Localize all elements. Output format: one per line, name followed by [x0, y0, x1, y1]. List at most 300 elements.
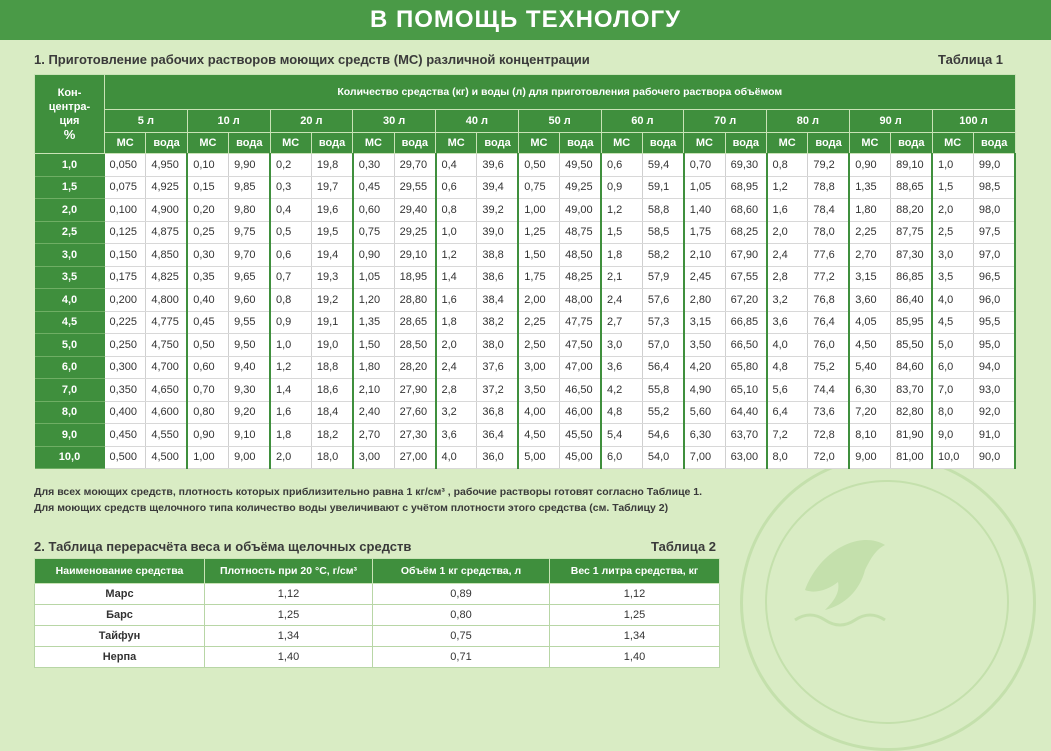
water-cell: 76,4	[808, 311, 849, 334]
table-row	[35, 289, 1016, 312]
water-cell: 19,5	[311, 221, 352, 244]
water-cell: 87,75	[891, 221, 932, 244]
ms-cell: 2,5	[932, 221, 973, 244]
water-cell: 38,2	[477, 311, 518, 334]
water-subheader: вода	[642, 133, 683, 154]
ms-cell: 7,20	[849, 401, 890, 424]
table-row	[35, 199, 1016, 222]
ms-cell: 1,50	[353, 334, 394, 357]
concentration-cell: 3,5	[35, 266, 105, 289]
table-row	[35, 334, 1016, 357]
water-subheader: вода	[394, 133, 435, 154]
ms-cell: 3,0	[932, 244, 973, 267]
water-cell: 98,5	[973, 176, 1015, 199]
ms-cell: 0,500	[105, 446, 146, 469]
water-cell: 27,30	[394, 424, 435, 447]
ms-cell: 0,75	[353, 221, 394, 244]
ms-cell: 1,8	[601, 244, 642, 267]
water-cell: 18,6	[311, 379, 352, 402]
ms-cell: 0,70	[684, 154, 725, 177]
ms-cell: 3,6	[767, 311, 808, 334]
ms-subheader: МС	[684, 133, 725, 154]
ms-cell: 3,50	[518, 379, 559, 402]
ms-cell: 0,40	[187, 289, 228, 312]
value-cell: 1,25	[205, 605, 373, 626]
water-cell: 92,0	[973, 401, 1015, 424]
table-row	[35, 266, 1016, 289]
concentration-cell: 8,0	[35, 401, 105, 424]
ms-cell: 0,75	[518, 176, 559, 199]
water-cell: 38,0	[477, 334, 518, 357]
ms-cell: 5,4	[601, 424, 642, 447]
table-row	[35, 401, 1016, 424]
water-cell: 79,2	[808, 154, 849, 177]
water-cell: 72,8	[808, 424, 849, 447]
water-cell: 29,55	[394, 176, 435, 199]
water-cell: 88,20	[891, 199, 932, 222]
section1-title: 1. Приготовление рабочих растворов моющих средств (МС) различной концентрации	[34, 52, 590, 67]
page-banner: В ПОМОЩЬ ТЕХНОЛОГУ	[0, 0, 1051, 40]
water-cell: 78,8	[808, 176, 849, 199]
ms-cell: 0,9	[270, 311, 311, 334]
water-cell: 28,20	[394, 356, 435, 379]
water-subheader: вода	[973, 133, 1015, 154]
ms-cell: 2,10	[353, 379, 394, 402]
ms-cell: 0,25	[187, 221, 228, 244]
value-cell: 1,34	[205, 626, 373, 647]
ms-cell: 8,10	[849, 424, 890, 447]
concentration-cell: 4,0	[35, 289, 105, 312]
water-cell: 49,50	[560, 154, 601, 177]
water-cell: 66,85	[725, 311, 766, 334]
ms-cell: 4,20	[684, 356, 725, 379]
ms-cell: 0,20	[187, 199, 228, 222]
water-subheader: вода	[146, 133, 187, 154]
water-cell: 19,4	[311, 244, 352, 267]
ms-subheader: МС	[518, 133, 559, 154]
water-subheader: вода	[229, 133, 270, 154]
ms-subheader: МС	[601, 133, 642, 154]
ms-subheader: МС	[187, 133, 228, 154]
water-cell: 27,60	[394, 401, 435, 424]
ms-cell: 2,80	[684, 289, 725, 312]
table-row	[35, 311, 1016, 334]
water-cell: 57,6	[642, 289, 683, 312]
water-cell: 37,6	[477, 356, 518, 379]
water-cell: 76,0	[808, 334, 849, 357]
ms-cell: 0,45	[187, 311, 228, 334]
water-cell: 36,8	[477, 401, 518, 424]
ms-cell: 5,60	[684, 401, 725, 424]
value-cell: 1,12	[550, 584, 720, 605]
water-cell: 66,50	[725, 334, 766, 357]
ms-cell: 3,6	[601, 356, 642, 379]
water-cell: 55,8	[642, 379, 683, 402]
water-cell: 49,25	[560, 176, 601, 199]
concentration-cell: 2,0	[35, 199, 105, 222]
water-subheader: вода	[725, 133, 766, 154]
concentration-cell: 3,0	[35, 244, 105, 267]
water-cell: 38,4	[477, 289, 518, 312]
water-cell: 78,0	[808, 221, 849, 244]
ms-cell: 4,8	[601, 401, 642, 424]
ms-cell: 2,4	[601, 289, 642, 312]
water-cell: 39,0	[477, 221, 518, 244]
ms-cell: 1,4	[270, 379, 311, 402]
ms-cell: 2,40	[353, 401, 394, 424]
water-cell: 76,8	[808, 289, 849, 312]
ms-cell: 0,225	[105, 311, 146, 334]
ms-cell: 0,100	[105, 199, 146, 222]
ms-subheader: МС	[105, 133, 146, 154]
water-cell: 46,50	[560, 379, 601, 402]
water-cell: 27,90	[394, 379, 435, 402]
ms-cell: 0,6	[270, 244, 311, 267]
ms-cell: 1,80	[849, 199, 890, 222]
water-cell: 19,1	[311, 311, 352, 334]
volume-header: 50 л	[518, 110, 601, 133]
water-cell: 4,775	[146, 311, 187, 334]
water-cell: 29,40	[394, 199, 435, 222]
dilution-table	[34, 74, 1016, 469]
ms-cell: 0,50	[187, 334, 228, 357]
ms-cell: 2,0	[767, 221, 808, 244]
ms-subheader: МС	[767, 133, 808, 154]
water-cell: 4,850	[146, 244, 187, 267]
ms-cell: 1,05	[353, 266, 394, 289]
water-cell: 29,25	[394, 221, 435, 244]
ms-cell: 1,6	[436, 289, 477, 312]
ms-cell: 1,00	[518, 199, 559, 222]
ms-cell: 1,00	[187, 446, 228, 469]
ms-cell: 7,2	[767, 424, 808, 447]
ms-cell: 2,45	[684, 266, 725, 289]
water-cell: 91,0	[973, 424, 1015, 447]
table2-header: Объём 1 кг средства, л	[373, 559, 550, 584]
ms-cell: 0,3	[270, 176, 311, 199]
water-cell: 81,00	[891, 446, 932, 469]
water-cell: 9,00	[229, 446, 270, 469]
water-cell: 68,95	[725, 176, 766, 199]
water-cell: 83,70	[891, 379, 932, 402]
ms-cell: 0,70	[187, 379, 228, 402]
water-cell: 58,5	[642, 221, 683, 244]
water-cell: 9,20	[229, 401, 270, 424]
ms-cell: 0,450	[105, 424, 146, 447]
ms-cell: 4,05	[849, 311, 890, 334]
product-name-cell: Барс	[35, 605, 205, 626]
water-cell: 57,0	[642, 334, 683, 357]
value-cell: 0,71	[373, 647, 550, 668]
water-cell: 77,6	[808, 244, 849, 267]
water-cell: 4,700	[146, 356, 187, 379]
ms-cell: 6,30	[684, 424, 725, 447]
ms-cell: 5,0	[932, 334, 973, 357]
ms-cell: 3,6	[436, 424, 477, 447]
product-name-cell: Нерпа	[35, 647, 205, 668]
table1-label: Таблица 1	[938, 52, 1004, 67]
ms-cell: 2,4	[767, 244, 808, 267]
water-cell: 19,2	[311, 289, 352, 312]
ms-cell: 2,7	[601, 311, 642, 334]
table2-header: Вес 1 литра средства, кг	[550, 559, 720, 584]
ms-cell: 0,6	[601, 154, 642, 177]
water-cell: 93,0	[973, 379, 1015, 402]
value-cell: 1,40	[550, 647, 720, 668]
ms-cell: 5,00	[518, 446, 559, 469]
ms-cell: 6,30	[849, 379, 890, 402]
table-row	[35, 424, 1016, 447]
water-cell: 19,3	[311, 266, 352, 289]
ms-cell: 0,15	[187, 176, 228, 199]
water-subheader: вода	[808, 133, 849, 154]
ms-cell: 0,10	[187, 154, 228, 177]
water-cell: 9,65	[229, 266, 270, 289]
water-cell: 85,50	[891, 334, 932, 357]
water-cell: 9,60	[229, 289, 270, 312]
ms-cell: 0,30	[353, 154, 394, 177]
water-cell: 47,75	[560, 311, 601, 334]
volume-header: 40 л	[436, 110, 519, 133]
conc-header-line: %	[63, 126, 76, 142]
water-cell: 67,20	[725, 289, 766, 312]
water-cell: 9,30	[229, 379, 270, 402]
ms-cell: 0,90	[187, 424, 228, 447]
ms-subheader: МС	[932, 133, 973, 154]
water-cell: 86,40	[891, 289, 932, 312]
volume-header: 90 л	[849, 110, 932, 133]
water-cell: 58,8	[642, 199, 683, 222]
ms-cell: 0,60	[353, 199, 394, 222]
water-cell: 27,00	[394, 446, 435, 469]
ms-cell: 3,15	[849, 266, 890, 289]
ms-cell: 1,05	[684, 176, 725, 199]
water-cell: 4,500	[146, 446, 187, 469]
concentration-cell: 2,5	[35, 221, 105, 244]
ms-cell: 1,0	[932, 154, 973, 177]
water-cell: 4,750	[146, 334, 187, 357]
water-cell: 4,800	[146, 289, 187, 312]
ms-cell: 3,00	[518, 356, 559, 379]
ms-cell: 9,0	[932, 424, 973, 447]
water-cell: 87,30	[891, 244, 932, 267]
ms-cell: 1,35	[849, 176, 890, 199]
water-cell: 18,4	[311, 401, 352, 424]
table-row	[35, 605, 720, 626]
volume-header: 5 л	[105, 110, 188, 133]
water-cell: 4,925	[146, 176, 187, 199]
water-cell: 9,50	[229, 334, 270, 357]
ms-cell: 0,8	[436, 199, 477, 222]
water-cell: 68,25	[725, 221, 766, 244]
ms-cell: 0,175	[105, 266, 146, 289]
water-cell: 48,75	[560, 221, 601, 244]
volume-header: 30 л	[353, 110, 436, 133]
water-cell: 38,8	[477, 244, 518, 267]
ms-cell: 0,400	[105, 401, 146, 424]
ms-cell: 4,2	[601, 379, 642, 402]
water-cell: 4,875	[146, 221, 187, 244]
water-cell: 64,40	[725, 401, 766, 424]
water-cell: 4,950	[146, 154, 187, 177]
concentration-cell: 10,0	[35, 446, 105, 469]
ms-cell: 1,8	[270, 424, 311, 447]
concentration-header	[35, 75, 105, 154]
ms-cell: 0,50	[518, 154, 559, 177]
water-cell: 89,10	[891, 154, 932, 177]
concentration-cell: 1,0	[35, 154, 105, 177]
water-cell: 48,50	[560, 244, 601, 267]
water-cell: 9,40	[229, 356, 270, 379]
product-name-cell: Тайфун	[35, 626, 205, 647]
water-cell: 96,0	[973, 289, 1015, 312]
ms-cell: 4,90	[684, 379, 725, 402]
volume-header: 80 л	[767, 110, 850, 133]
ms-subheader: МС	[849, 133, 890, 154]
volume-header: 100 л	[932, 110, 1015, 133]
water-cell: 37,2	[477, 379, 518, 402]
water-cell: 58,2	[642, 244, 683, 267]
water-cell: 28,80	[394, 289, 435, 312]
conc-header-line: ция	[59, 114, 80, 127]
water-cell: 77,2	[808, 266, 849, 289]
ms-cell: 1,40	[684, 199, 725, 222]
water-cell: 67,55	[725, 266, 766, 289]
concentration-cell: 7,0	[35, 379, 105, 402]
ms-cell: 0,90	[849, 154, 890, 177]
ms-cell: 1,20	[353, 289, 394, 312]
note-density: Для всех моющих средств, плотность которых приблизительно равна 1 кг/см³ , рабочие растворы готовят согласно Таблице 1.	[34, 486, 703, 498]
ms-cell: 2,00	[518, 289, 559, 312]
value-cell: 0,80	[373, 605, 550, 626]
water-cell: 47,00	[560, 356, 601, 379]
ms-cell: 4,50	[849, 334, 890, 357]
water-cell: 57,9	[642, 266, 683, 289]
ms-cell: 0,2	[270, 154, 311, 177]
water-cell: 72,0	[808, 446, 849, 469]
water-cell: 29,10	[394, 244, 435, 267]
ms-cell: 1,2	[270, 356, 311, 379]
ms-cell: 0,300	[105, 356, 146, 379]
water-cell: 78,4	[808, 199, 849, 222]
value-cell: 1,25	[550, 605, 720, 626]
volume-header: 70 л	[684, 110, 767, 133]
value-cell: 1,12	[205, 584, 373, 605]
water-cell: 73,6	[808, 401, 849, 424]
ms-cell: 3,5	[932, 266, 973, 289]
water-cell: 46,00	[560, 401, 601, 424]
table-row	[35, 176, 1016, 199]
water-cell: 45,50	[560, 424, 601, 447]
ms-cell: 0,9	[601, 176, 642, 199]
ms-subheader: МС	[353, 133, 394, 154]
water-cell: 57,3	[642, 311, 683, 334]
value-cell: 0,75	[373, 626, 550, 647]
ms-cell: 2,10	[684, 244, 725, 267]
water-cell: 48,25	[560, 266, 601, 289]
water-cell: 54,6	[642, 424, 683, 447]
ms-cell: 1,8	[436, 311, 477, 334]
ms-cell: 8,0	[932, 401, 973, 424]
ms-cell: 2,0	[436, 334, 477, 357]
water-cell: 28,65	[394, 311, 435, 334]
water-cell: 9,90	[229, 154, 270, 177]
ms-cell: 0,075	[105, 176, 146, 199]
water-cell: 9,85	[229, 176, 270, 199]
ms-cell: 3,2	[436, 401, 477, 424]
concentration-cell: 5,0	[35, 334, 105, 357]
ms-cell: 0,4	[436, 154, 477, 177]
table-row	[35, 584, 720, 605]
water-cell: 4,600	[146, 401, 187, 424]
water-cell: 38,6	[477, 266, 518, 289]
water-cell: 86,85	[891, 266, 932, 289]
water-cell: 54,0	[642, 446, 683, 469]
water-subheader: вода	[560, 133, 601, 154]
ms-cell: 0,200	[105, 289, 146, 312]
water-cell: 4,900	[146, 199, 187, 222]
ms-cell: 0,60	[187, 356, 228, 379]
volume-header: 20 л	[270, 110, 353, 133]
water-cell: 59,1	[642, 176, 683, 199]
ms-cell: 2,8	[767, 266, 808, 289]
water-cell: 9,80	[229, 199, 270, 222]
water-cell: 95,0	[973, 334, 1015, 357]
product-name-cell: Марс	[35, 584, 205, 605]
ms-cell: 1,4	[436, 266, 477, 289]
ms-cell: 0,150	[105, 244, 146, 267]
ms-cell: 6,0	[601, 446, 642, 469]
ms-cell: 3,2	[767, 289, 808, 312]
section2-title: 2. Таблица перерасчёта веса и объёма щелочных средств	[34, 539, 412, 554]
ms-cell: 3,15	[684, 311, 725, 334]
water-cell: 49,00	[560, 199, 601, 222]
ms-cell: 1,5	[601, 221, 642, 244]
water-cell: 19,8	[311, 154, 352, 177]
ms-cell: 0,125	[105, 221, 146, 244]
value-cell: 0,89	[373, 584, 550, 605]
ms-cell: 4,0	[932, 289, 973, 312]
ms-cell: 0,6	[436, 176, 477, 199]
water-cell: 4,650	[146, 379, 187, 402]
table1-main-header: Количество средства (кг) и воды (л) для приготовления рабочего раствора объёмом	[105, 75, 1016, 110]
water-cell: 19,6	[311, 199, 352, 222]
table-row	[35, 356, 1016, 379]
ms-cell: 2,50	[518, 334, 559, 357]
concentration-cell: 9,0	[35, 424, 105, 447]
ms-cell: 3,50	[684, 334, 725, 357]
water-cell: 85,95	[891, 311, 932, 334]
table-row	[35, 647, 720, 668]
value-cell: 1,34	[550, 626, 720, 647]
water-cell: 4,550	[146, 424, 187, 447]
table-row	[35, 221, 1016, 244]
ms-cell: 0,5	[270, 221, 311, 244]
ms-cell: 2,70	[849, 244, 890, 267]
ms-subheader: МС	[270, 133, 311, 154]
ms-cell: 0,7	[270, 266, 311, 289]
note-alkaline: Для моющих средств щелочного типа количество воды увеличивают с учётом плотности этого средства (см. Таблицу 2)	[34, 502, 669, 514]
ms-cell: 0,80	[187, 401, 228, 424]
water-cell: 65,10	[725, 379, 766, 402]
ms-cell: 1,2	[767, 176, 808, 199]
water-cell: 94,0	[973, 356, 1015, 379]
water-cell: 36,4	[477, 424, 518, 447]
water-cell: 65,80	[725, 356, 766, 379]
water-cell: 56,4	[642, 356, 683, 379]
ms-cell: 1,75	[518, 266, 559, 289]
ms-cell: 0,250	[105, 334, 146, 357]
